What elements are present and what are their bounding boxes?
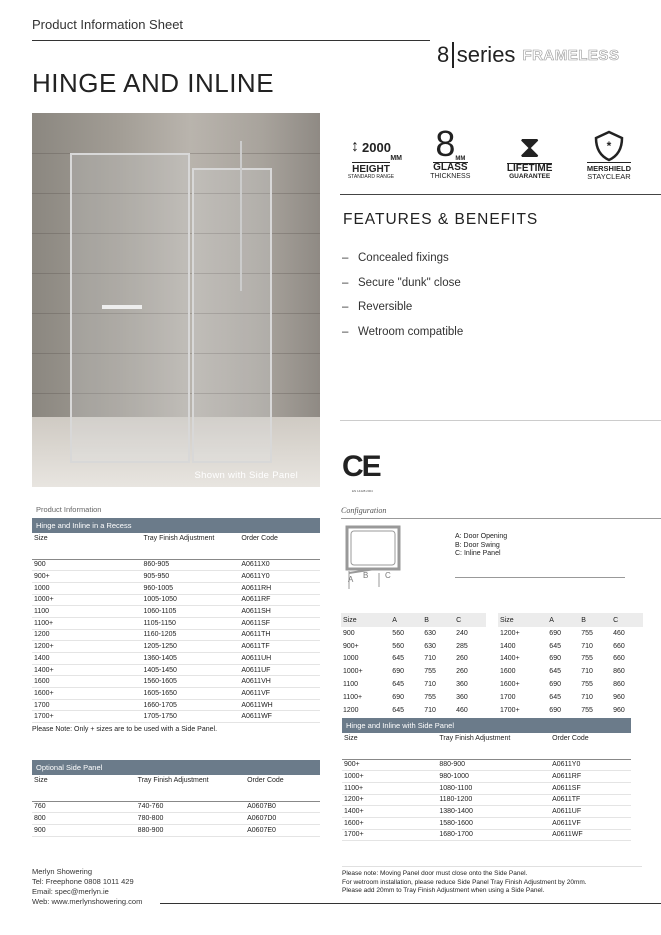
table-cell: 900 — [32, 824, 136, 836]
column-header: Size — [498, 613, 547, 627]
table-cell: 645 — [392, 681, 404, 689]
table-cell: 710 — [424, 655, 436, 663]
brand-line: FRAMELESS — [522, 46, 620, 64]
table-row — [498, 627, 643, 640]
table-cell: A0611TF — [239, 641, 320, 653]
table-cell: 285 — [456, 642, 468, 650]
phone: Tel: Freephone 0808 1011 429 — [32, 877, 134, 886]
table-cell: 1600 — [500, 668, 516, 676]
table-cell: 690 — [549, 629, 561, 637]
table-cell: A0611Y0 — [239, 571, 320, 583]
table-row — [32, 629, 320, 641]
table-row — [32, 813, 320, 825]
column-header: Size — [342, 733, 437, 759]
table-cell: A0611VF — [550, 817, 631, 829]
table-cell: 710 — [581, 668, 593, 676]
table-row — [342, 829, 631, 841]
with-side-panel-title: Hinge and Inline with Side Panel — [342, 718, 631, 733]
side-panel-table-title: Optional Side Panel — [32, 760, 320, 775]
header-row — [342, 733, 631, 759]
table-cell: 755 — [424, 693, 436, 701]
table-row — [498, 640, 643, 653]
table-cell: A0611WF — [239, 711, 320, 723]
table-cell: A0611TH — [239, 629, 320, 641]
glass-thickness-icon: 8 MM GLASS THICKNESS — [430, 123, 471, 180]
table-cell: 690 — [392, 668, 404, 676]
column-header: Order Code — [550, 733, 631, 759]
table-cell: 630 — [424, 629, 436, 637]
table-cell: 660 — [613, 655, 625, 663]
feature-icons — [340, 112, 640, 180]
table-cell: 860-905 — [141, 559, 239, 571]
table-cell: 1100+ — [343, 693, 363, 701]
table-cell: A0611WF — [550, 829, 631, 841]
table-cell: 1400+ — [500, 655, 520, 663]
column-header: Tray Finish Adjustment — [141, 533, 239, 559]
table-cell: 1600 — [32, 676, 141, 688]
table-row — [342, 771, 631, 783]
table-cell: 710 — [424, 706, 436, 714]
table-cell: A0611VF — [239, 688, 320, 700]
product-photo — [32, 113, 320, 487]
table-cell: 1180-1200 — [437, 794, 550, 806]
table-cell: 1060-1105 — [141, 606, 239, 618]
table-cell: A0611UF — [550, 806, 631, 818]
company-name: Merlyn Showering — [32, 867, 93, 876]
feature-item: – Concealed fixings — [342, 252, 449, 264]
header-row — [341, 613, 486, 627]
with-side-panel-table — [342, 718, 631, 841]
table-row — [32, 641, 320, 653]
table-cell: 1600+ — [342, 817, 437, 829]
table-cell: 900 — [343, 629, 355, 637]
table-row — [32, 688, 320, 700]
website[interactable]: Web: www.merlynshowering.com — [32, 897, 143, 906]
table-cell: 1700+ — [500, 706, 520, 714]
recess-note: Please Note: Only + sizes are to be used with a Side Panel. — [32, 726, 218, 734]
table-row — [342, 794, 631, 806]
table-row — [341, 691, 486, 704]
table-row — [32, 664, 320, 676]
table-cell: 1160-1205 — [141, 629, 239, 641]
table-cell: 1400+ — [32, 664, 141, 676]
divider — [160, 903, 661, 904]
table-cell: 800 — [32, 813, 136, 825]
header-row — [32, 533, 320, 559]
table-cell: 1000+ — [342, 771, 437, 783]
table-row — [342, 817, 631, 829]
column-header: Tray Finish Adjustment — [437, 733, 550, 759]
table-cell: 960-1005 — [141, 582, 239, 594]
header-row — [498, 613, 643, 627]
table-cell: 1380-1400 — [437, 806, 550, 818]
table-cell: 1200+ — [32, 641, 141, 653]
table-cell: 460 — [613, 629, 625, 637]
table-cell: 1080-1100 — [437, 782, 550, 794]
table-cell: 710 — [424, 681, 436, 689]
table-cell: 710 — [581, 642, 593, 650]
table-row — [498, 653, 643, 666]
table-cell: A0611RF — [239, 594, 320, 606]
table-cell: 1105-1150 — [141, 617, 239, 629]
table-cell: 860 — [613, 681, 625, 689]
table-cell: 645 — [549, 668, 561, 676]
table-row — [498, 665, 643, 678]
table-cell: A0611WH — [239, 699, 320, 711]
table-cell: A0607B0 — [245, 801, 320, 813]
table-cell: A0611Y0 — [550, 759, 631, 771]
column-header: B — [422, 613, 454, 627]
table-cell: 755 — [581, 655, 593, 663]
config-table-right — [498, 613, 643, 717]
table-row — [342, 806, 631, 818]
header-row — [32, 775, 320, 801]
divider — [340, 420, 661, 421]
table-cell: 710 — [581, 693, 593, 701]
table-cell: A0611X0 — [239, 559, 320, 571]
table-cell: A0611SF — [239, 617, 320, 629]
table-row — [498, 704, 643, 717]
table-cell: 900 — [32, 559, 141, 571]
table-cell: A0611UF — [239, 664, 320, 676]
table-cell: 880-900 — [136, 824, 245, 836]
table-cell: 1200 — [32, 629, 141, 641]
column-header: Tray Finish Adjustment — [136, 775, 245, 801]
table-cell: 1600+ — [32, 688, 141, 700]
table-row — [32, 594, 320, 606]
configuration-section — [341, 506, 661, 717]
ce-mark: CE — [342, 450, 380, 483]
table-row — [32, 653, 320, 665]
feature-item: – Wetroom compatible — [342, 325, 464, 338]
table-cell: 960 — [613, 706, 625, 714]
table-cell: 1560-1605 — [141, 676, 239, 688]
table-cell: A0611TF — [550, 794, 631, 806]
table-cell: 1405-1450 — [141, 664, 239, 676]
table-cell: 1205-1250 — [141, 641, 239, 653]
column-header: C — [611, 613, 643, 627]
table-cell: 860 — [613, 668, 625, 676]
table-row — [32, 571, 320, 583]
table-cell: 1000+ — [32, 594, 141, 606]
table-row — [342, 759, 631, 771]
svg-text:*: * — [606, 139, 612, 153]
table-cell: 755 — [581, 681, 593, 689]
page-title: HINGE AND INLINE — [32, 68, 275, 98]
table-cell: 1680-1700 — [437, 829, 550, 841]
column-header: B — [579, 613, 611, 627]
shield-icon: * MERSHIELD STAYCLEAR — [578, 112, 640, 180]
table-cell: 1100 — [343, 681, 359, 689]
table-cell: A0607D0 — [245, 813, 320, 825]
table-cell: 1200+ — [500, 629, 520, 637]
brand-number: 8 — [437, 42, 450, 67]
table-cell: 1605-1650 — [141, 688, 239, 700]
table-cell: 740-760 — [136, 801, 245, 813]
table-cell: 1100+ — [342, 782, 437, 794]
table-row — [32, 801, 320, 813]
table-row — [498, 678, 643, 691]
table-cell: 645 — [549, 693, 561, 701]
table-row — [341, 665, 486, 678]
table-cell: 460 — [456, 706, 468, 714]
table-row — [32, 699, 320, 711]
table-row — [341, 678, 486, 691]
features-heading: FEATURES & BENEFITS — [343, 211, 539, 228]
table-cell: 645 — [392, 706, 404, 714]
sheet-label: Product Information Sheet — [32, 17, 184, 32]
table-row — [342, 782, 631, 794]
column-header: A — [547, 613, 579, 627]
table-cell: 240 — [456, 629, 468, 637]
table-cell: A0607E0 — [245, 824, 320, 836]
table-cell: 645 — [392, 655, 404, 663]
feature-item: – Reversible — [342, 301, 413, 313]
brand-series: series — [456, 42, 516, 67]
table-cell: 1200+ — [342, 794, 437, 806]
table-row — [341, 627, 486, 640]
table-cell: A0611VH — [239, 676, 320, 688]
configuration-legend: A: Door Opening B: Door Swing C: Inline Panel — [455, 533, 625, 578]
table-row — [341, 653, 486, 666]
features-list — [342, 252, 463, 350]
table-row — [341, 704, 486, 717]
table-cell: 1000 — [343, 655, 359, 663]
table-row — [32, 824, 320, 836]
table-cell: 900+ — [343, 642, 359, 650]
table-cell: 560 — [392, 642, 404, 650]
table-cell: 260 — [456, 655, 468, 663]
table-cell: 630 — [424, 642, 436, 650]
table-cell: 1100 — [32, 606, 141, 618]
photo-caption: Shown with Side Panel — [194, 470, 298, 481]
table-row — [32, 676, 320, 688]
table-cell: 1700+ — [342, 829, 437, 841]
table-cell: 755 — [581, 706, 593, 714]
table-row — [498, 691, 643, 704]
column-header: A — [390, 613, 422, 627]
table-cell: A0611SH — [239, 606, 320, 618]
table-cell: 900+ — [342, 759, 437, 771]
table-cell: 1700 — [500, 693, 516, 701]
column-header: C — [454, 613, 486, 627]
table-cell: 760 — [32, 801, 136, 813]
table-cell: A0611RH — [239, 582, 320, 594]
table-cell: 645 — [549, 642, 561, 650]
footer-contact — [32, 867, 142, 907]
table-cell: A0611RF — [550, 771, 631, 783]
table-cell: 960 — [613, 693, 625, 701]
column-header: Order Code — [239, 533, 320, 559]
configuration-diagram: A B C A: Door Opening B: Door Swing C: Inline Panel — [341, 519, 661, 599]
table-cell: 1005-1050 — [141, 594, 239, 606]
table-row — [32, 711, 320, 723]
table-row — [32, 582, 320, 594]
table-cell: 1360-1405 — [141, 653, 239, 665]
table-cell: 1400 — [32, 653, 141, 665]
product-info-label: Product Information — [36, 505, 102, 514]
column-header: Size — [341, 613, 390, 627]
table-cell: 1700 — [32, 699, 141, 711]
configuration-label: Configuration — [341, 506, 661, 519]
table-cell: 1200 — [343, 706, 359, 714]
table-cell: 1000+ — [343, 668, 363, 676]
email[interactable]: Email: spec@merlyn.ie — [32, 887, 109, 896]
table-cell: 980-1000 — [437, 771, 550, 783]
table-cell: 755 — [581, 629, 593, 637]
table-cell: 880-900 — [437, 759, 550, 771]
table-cell: 1100+ — [32, 617, 141, 629]
hourglass-icon: ⧗ LIFETIME GUARANTEE — [506, 130, 553, 180]
table-cell: 1705-1750 — [141, 711, 239, 723]
recess-table — [32, 518, 320, 733]
table-cell: 1700+ — [32, 711, 141, 723]
table-cell: 1600+ — [500, 681, 520, 689]
table-cell: 780-800 — [136, 813, 245, 825]
table-cell: 690 — [549, 681, 561, 689]
table-cell: 690 — [549, 655, 561, 663]
table-cell: 1400 — [500, 642, 516, 650]
column-header: Size — [32, 533, 141, 559]
table-cell: 1660-1705 — [141, 699, 239, 711]
table-cell: 1580-1600 — [437, 817, 550, 829]
table-cell: 1000 — [32, 582, 141, 594]
table-cell: 560 — [392, 629, 404, 637]
side-panel-notes: Please note: Moving Panel door must close onto the Side Panel. For wetroom installation, please reduce Side Panel Tray Finish Adjustment by 20mm. Please add 20mm to Tray Finish Adjustment when using a Side Panel. — [342, 866, 642, 896]
table-cell: 905-950 — [141, 571, 239, 583]
table-cell: A0611SF — [550, 782, 631, 794]
table-cell: 1400+ — [342, 806, 437, 818]
recess-table-title: Hinge and Inline in a Recess — [32, 518, 320, 533]
table-cell: 360 — [456, 693, 468, 701]
table-cell: 900+ — [32, 571, 141, 583]
table-row — [32, 559, 320, 571]
table-cell: 690 — [392, 693, 404, 701]
divider — [32, 40, 430, 41]
feature-item: – Secure "dunk" close — [342, 276, 461, 289]
config-table-left — [341, 613, 486, 717]
column-header: Order Code — [245, 775, 320, 801]
height-icon: ↕ 2000 MM HEIGHT STANDARD RANGE — [347, 138, 402, 180]
table-cell: 755 — [424, 668, 436, 676]
table-cell: 660 — [613, 642, 625, 650]
table-cell: 360 — [456, 681, 468, 689]
table-cell: A0611UH — [239, 653, 320, 665]
table-cell: 260 — [456, 668, 468, 676]
table-row — [341, 640, 486, 653]
table-row — [32, 606, 320, 618]
column-header: Size — [32, 775, 136, 801]
ce-standard: EN 14428:2004 — [352, 489, 373, 493]
table-row — [32, 617, 320, 629]
table-cell: 690 — [549, 706, 561, 714]
divider — [340, 194, 661, 195]
side-panel-table — [32, 760, 320, 837]
brand-logo — [437, 42, 619, 68]
